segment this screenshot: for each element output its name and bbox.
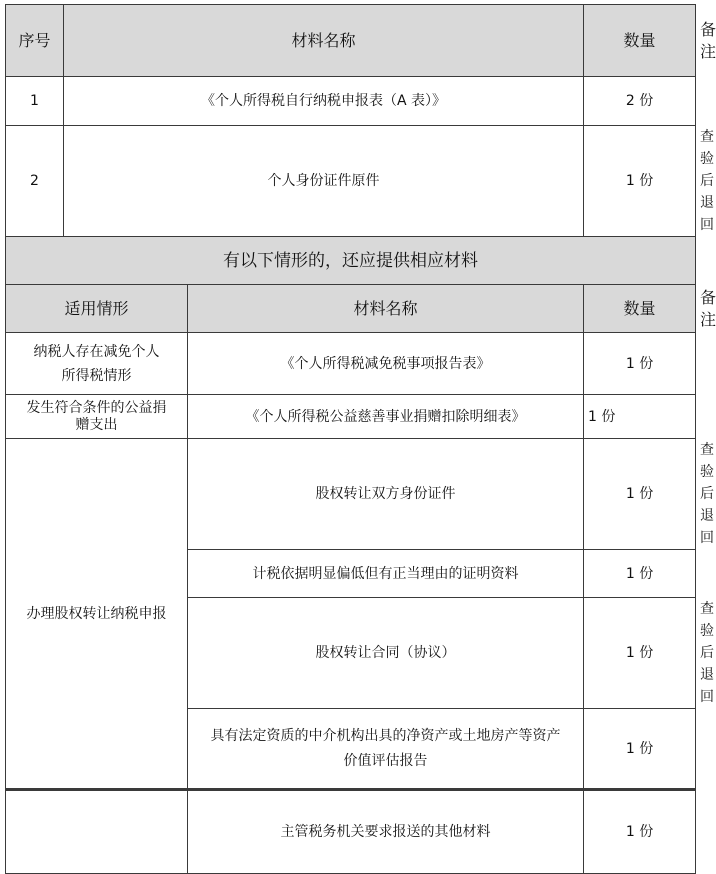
quantity-donation: 1 份	[584, 395, 696, 439]
quantity-equity-contract: 1 份	[584, 598, 696, 709]
table-row	[6, 395, 696, 439]
quantity-equity-ids: 1 份	[584, 439, 696, 550]
banner-row	[6, 237, 696, 285]
material-relief-report: 《个人所得税减免税事项报告表》	[188, 333, 584, 395]
row-no: 1	[6, 77, 64, 126]
row-quantity: 1 份	[584, 126, 696, 237]
quantity-other: 1 份	[584, 790, 696, 874]
material-equity-ids: 股权转让双方身份证件	[188, 439, 584, 550]
table-row: 2 个人身份证件原件 1 份 查验后退回	[6, 126, 696, 237]
table-row	[6, 77, 696, 126]
situation-donation: 发生符合条件的公益捐赠支出	[6, 395, 188, 439]
header-quantity: 数量	[584, 5, 696, 77]
header-no: 序号	[6, 5, 64, 77]
material-equity-appraisal: 具有法定资质的中介机构出具的净资产或土地房产等资产价值评估报告	[188, 709, 584, 790]
header-row-2: 适用情形 材料名称 数量 备注	[6, 285, 696, 333]
materials-table	[5, 4, 716, 874]
quantity-equity-appraisal: 1 份	[584, 709, 696, 790]
situation-other	[6, 790, 188, 874]
row-material-name: 《个人所得税自行纳税申报表（A 表）》	[64, 77, 584, 126]
material-donation-detail: 《个人所得税公益慈善事业捐赠扣除明细表》	[188, 395, 584, 439]
table-row	[6, 333, 696, 395]
header-material-name-2: 材料名称	[188, 285, 584, 333]
header-quantity-2: 数量	[584, 285, 696, 333]
conditional-banner: 有以下情形的，还应提供相应材料	[6, 237, 696, 285]
table-row	[6, 790, 696, 874]
row-quantity: 2 份	[584, 77, 696, 126]
header-situation: 适用情形	[6, 285, 188, 333]
header-material-name: 材料名称	[64, 5, 584, 77]
material-equity-contract: 股权转让合同（协议）	[188, 598, 584, 709]
situation-equity-transfer: 办理股权转让纳税申报	[6, 439, 188, 790]
quantity-relief: 1 份	[584, 333, 696, 395]
situation-relief: 纳税人存在减免个人所得税情形	[6, 333, 188, 395]
material-equity-proof: 计税依据明显偏低但有正当理由的证明资料	[188, 550, 584, 598]
header-row: 序号 材料名称 数量 备注	[6, 5, 696, 77]
table-row: 股权转让合同（协议） 1 份 查验后退回	[6, 598, 696, 709]
table-row: 办理股权转让纳税申报 股权转让双方身份证件 1 份 查验后退回	[6, 439, 696, 550]
quantity-equity-proof: 1 份	[584, 550, 696, 598]
row-no: 2	[6, 126, 64, 237]
material-other: 主管税务机关要求报送的其他材料	[188, 790, 584, 874]
row-material-name: 个人身份证件原件	[64, 126, 584, 237]
